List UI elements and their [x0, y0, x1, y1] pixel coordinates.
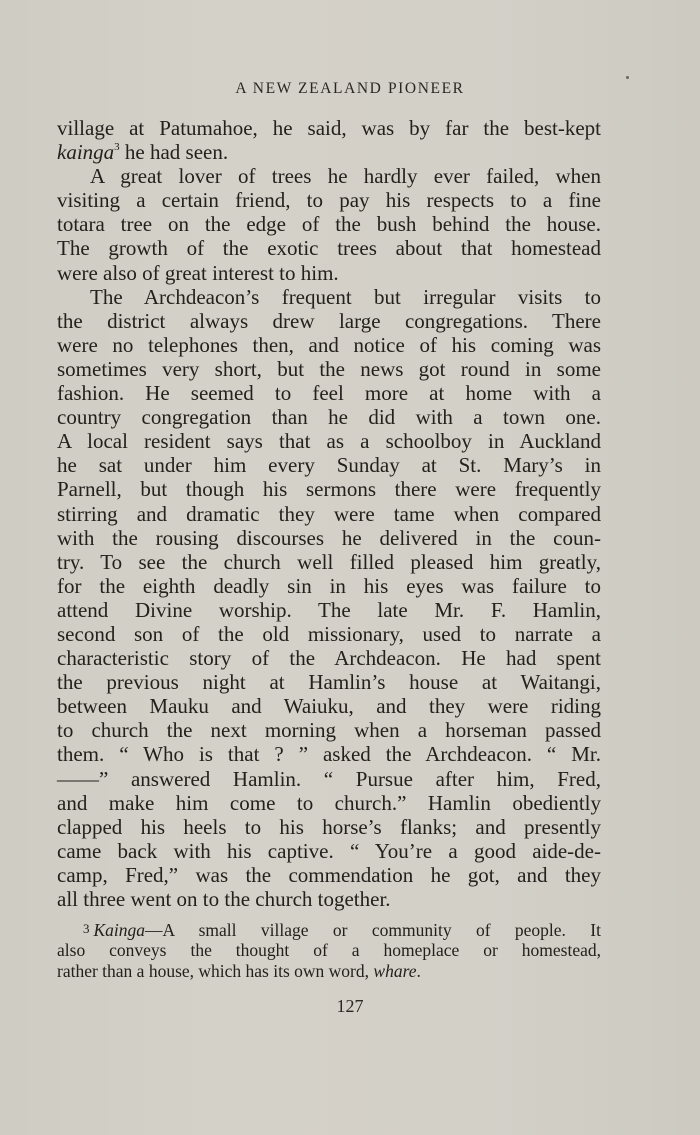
text-fragment: . — [416, 961, 421, 981]
paper-speck — [626, 76, 629, 79]
italic-term: kainga — [57, 140, 115, 165]
footnote-line: also conveys the thought of a homeplace or homestead, — [57, 939, 601, 960]
text-line: all three went on to the church together. — [57, 887, 391, 911]
text-line: them. “ Who is that ? ” asked the Archdeacon. “ Mr. — [57, 742, 601, 767]
text-line: Parnell, but though his sermons there were frequently — [57, 477, 601, 502]
body-text — [57, 116, 601, 911]
italic-term: whare — [373, 961, 417, 981]
text-line: the previous night at Hamlin’s house at Waitangi, — [57, 670, 601, 695]
footnote-line — [57, 961, 601, 983]
text-line: were no telephones then, and notice of his coming was — [57, 332, 601, 357]
running-head: A NEW ZEALAND PIONEER — [235, 80, 465, 97]
text-line: A great lover of trees he hardly ever failed, when — [90, 164, 601, 189]
text-fragment: rather than a house, which has its own word, — [57, 961, 374, 981]
text-line: between Mauku and Waiuku, and they were riding — [57, 694, 601, 719]
text-line: characteristic story of the Archdeacon. He had spent — [57, 646, 601, 671]
text-line: ——” answered Hamlin. “ Pursue after him, Fred, — [57, 766, 601, 791]
footnote-ref: 3 — [114, 141, 120, 154]
text-line: for the eighth deadly sin in his eyes was failure to — [57, 573, 601, 598]
text-line: The growth of the exotic trees about that homestead — [57, 236, 601, 261]
footnote-number: 3 — [83, 921, 90, 936]
text-line: sometimes very short, but the news got round in some — [57, 356, 601, 381]
text-line: with the rousing discourses he delivered in the coun- — [57, 525, 601, 550]
text-line: visiting a certain friend, to pay his respects to a fine — [57, 188, 601, 213]
text-line: totara tree on the edge of the bush behind the house. — [57, 212, 601, 237]
text-line: The Archdeacon’s frequent but irregular visits to — [90, 284, 601, 309]
text-line: the district always drew large congregations. There — [57, 308, 601, 333]
text-line: and make him come to church.” Hamlin obediently — [57, 790, 601, 815]
text-line: try. To see the church well filled pleased him greatly, — [57, 549, 601, 574]
text-line: clapped his heels to his horse’s flanks; and presently — [57, 814, 601, 839]
text-line: he sat under him every Sunday at St. Mary’s in — [57, 453, 601, 478]
footnote-line — [57, 918, 601, 940]
text-line: fashion. He seemed to feel more at home with a — [57, 381, 601, 406]
text-line: were also of great interest to him. — [57, 260, 339, 285]
text-line: A local resident says that as a schoolboy in Auckland — [57, 429, 601, 454]
text-fragment: he had seen. — [119, 140, 229, 165]
text-line: came back with his captive. “ You’re a good aide-de- — [57, 838, 601, 863]
text-line: to church the next morning when a horseman passed — [57, 718, 601, 743]
footnote — [57, 918, 601, 983]
footnote-term: Kainga — [93, 920, 146, 940]
text-line: country congregation than he did with a town one. — [57, 405, 601, 430]
page-number: 127 — [336, 996, 364, 1016]
text-line: attend Divine worship. The late Mr. F. Hamlin, — [57, 597, 601, 622]
text-line: second son of the old missionary, used to narrate a — [57, 621, 601, 646]
text-line: camp, Fred,” was the commendation he got, and they — [57, 862, 601, 887]
text-line — [57, 140, 601, 164]
text-line: village at Patumahoe, he said, was by far the best-kept — [57, 116, 601, 140]
text-line: stirring and dramatic they were tame when compared — [57, 501, 601, 526]
text-fragment: —A small village or community of people. It — [145, 920, 601, 940]
